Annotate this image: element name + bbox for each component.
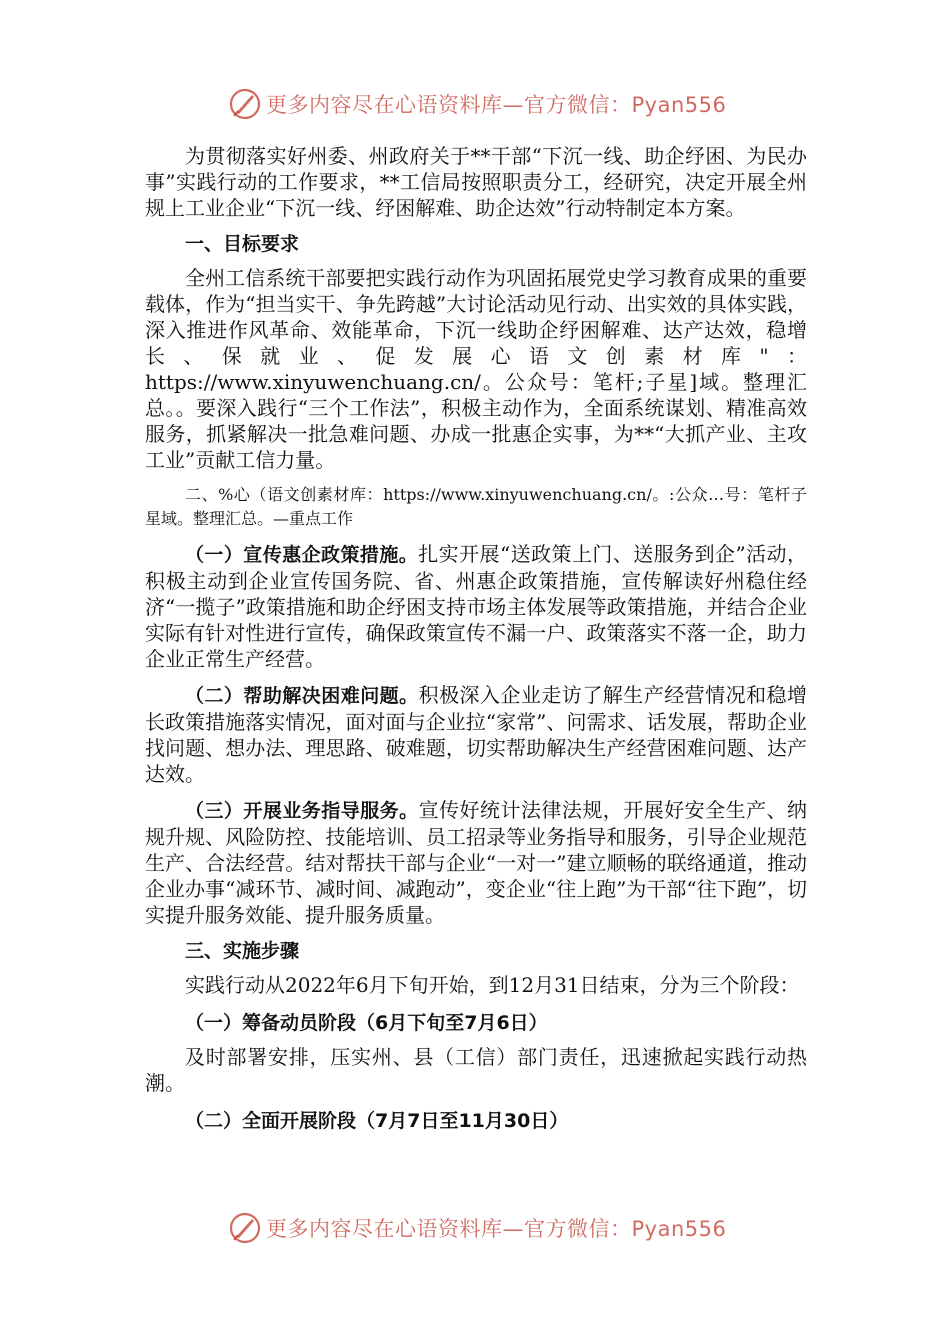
document-body: [145, 143, 807, 1134]
work-item-3: [145, 797, 807, 928]
work-item-1-title: （一）宣传惠企政策措施。: [185, 544, 419, 566]
section1-body: 全州工信系统干部要把实践行动作为巩固拓展党史学习教育成果的重要载体，作为“担当实干、争先跨越”大讨论活动见行动、出实效的具体实践，深入推进作风革命、效能革命，下沉一线助企纾困解难、达产达效，稳增长、保就业、促发展心语文创素材库"：https://www.xinyuwenchuang.cn/。公众号：笔杆;子星]域。整理汇总。。要深入践行“三个工作法”，积极主动作为，全面系统谋划、精准高效服务，抓紧解决一批急难问题、办成一批惠企实事，为**“大抓产业、主攻工业”贡献工信力量。: [145, 266, 807, 472]
section3-heading: 三、实施步骤: [185, 940, 300, 962]
work-item-1: [145, 541, 807, 672]
work-item-2: [145, 682, 807, 787]
quill-pen-icon: [228, 87, 262, 121]
watermark-banner-bottom: [0, 1208, 950, 1248]
section1-heading: 一、目标要求: [185, 233, 300, 255]
phase1-title: （一）筹备动员阶段（6月下旬至7月6日）: [185, 1012, 548, 1034]
work-item-2-body: 积极深入企业走访了解生产经营情况和稳增长政策措施落实情况，面对面与企业拉“家常”、问需求、话发展，帮助企业找问题、想办法、理思路、破难题，切实帮助解决生产经营困难问题、达产达效。: [145, 683, 807, 786]
work-item-3-title: （三）开展业务指导服务。: [185, 800, 419, 822]
quill-pen-icon: [228, 1211, 262, 1245]
work-item-2-title: （二）帮助解决困难问题。: [185, 685, 419, 707]
work-item-3-body: 宣传好统计法律法规，开展好安全生产、纳规升规、风险防控、技能培训、员工招录等业务指导和服务，引导企业规范生产、合法经营。结对帮扶干部与企业“一对一”建立顺畅的联络通道，推动企业办事“减环节、减时间、减跑动”，变企业“往上跑”为干部“往下跑”，切实提升服务效能、提升服务质量。: [145, 798, 807, 927]
section3-intro: 实践行动从2022年6月下旬开始，到12月31日结束，分为三个阶段：: [185, 973, 800, 997]
watermark-text: 更多内容尽在心语资料库—官方微信：Pyan556: [266, 1217, 727, 1241]
watermark-banner-top: [0, 84, 950, 124]
work-item-1-body: 扎实开展“送政策上门、送服务到企”活动，积极主动到企业宣传国务院、省、州惠企政策措施，宣传解读好州稳住经济“一揽子”政策措施和助企纾困支持市场主体发展等政策措施，并结合企业实际有针对性进行宣传，确保政策宣传不漏一户、政策落实不落一企，助力企业正常生产经营。: [145, 542, 807, 671]
phase2-title: （二）全面开展阶段（7月7日至11月30日）: [185, 1110, 569, 1132]
section2-heading: 二、%心（语文创素材库：https://www.xinyuwenchuang.cn/。:公众…号：笔杆子星域。整理汇总。—重点工作: [145, 485, 807, 528]
watermark-text: 更多内容尽在心语资料库—官方微信：Pyan556: [266, 93, 727, 117]
intro-paragraph: 为贯彻落实好州委、州政府关于**干部“下沉一线、助企纾困、为民办事”实践行动的工作要求，**工信局按照职责分工，经研究，决定开展全州规上工业企业“下沉一线、纾困解难、助企达效”行动特制定本方案。: [145, 144, 807, 220]
phase1-body: 及时部署安排，压实州、县（工信）部门责任，迅速掀起实践行动热潮。: [145, 1045, 807, 1095]
